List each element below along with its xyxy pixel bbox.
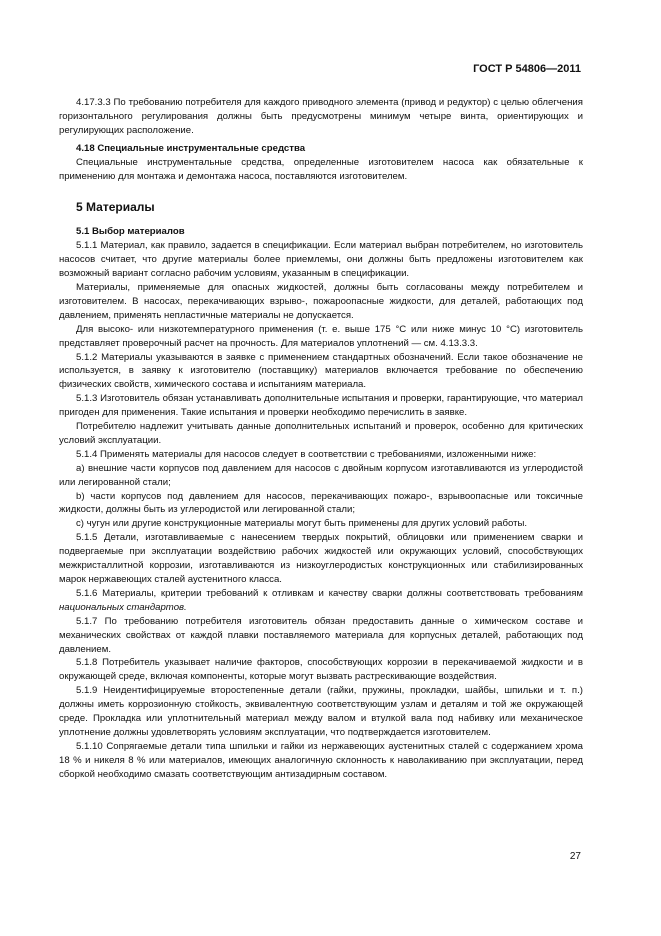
paragraph-5-1-3-b: Потребителю надлежит учитывать данные дополнительных испытаний и проверок, особенно для критических условий эксплуатации. [59, 421, 583, 446]
paragraph-5-1-6-emphasis: национальных стандартов. [59, 601, 187, 613]
list-item-b: b) части корпусов под давлением для насосов, перекачивающих пожаро-, взрывоопасные или токсичные жидкости, должны быть из углеродистой или легированной стали; [59, 490, 583, 516]
paragraph-5-1-7: 5.1.7 По требованию потребителя изготовитель обязан предоставить данные о химическом составе и механических свойствах от каждой плавки поставляемого материала для корпусных деталей, работающих под давлением. [59, 615, 583, 655]
paragraph-5-1-6-text: 5.1.6 Материалы, критерии требований к отливкам и качеству сварки должны соответствовать требованиям [76, 587, 583, 599]
list-item-a: а) внешние части корпусов под давлением для насосов с двойным корпусом изготавливаются из углеродистой или легированной стали; [59, 462, 583, 488]
paragraph-5-1-2: 5.1.2 Материалы указываются в заявке с применением стандартных обозначений. Если такое обозначение не используется, в заявку к изготовителю (поставщику) материалов включается требование по обеспечению физических свойств, химического состава и испытаниям материала. [59, 351, 583, 391]
paragraph-5-1-4: 5.1.4 Применять материалы для насосов следует в соответствии с требованиями, изложенными ниже: [76, 448, 537, 460]
paragraph-5-1-9: 5.1.9 Неидентифицируемые второстепенные детали (гайки, пружины, прокладки, шайбы, шпильки и т. п.) должны иметь коррозионную стойкость, эквивалентную соответствующим узлам и деталям и той же окружающей среде. Прокладка или уплотнительный материал между валом и втулкой вала под набивку или механическое уплотнение должны удовлетворять условиям эксплуатации, что подтверждается изготовителем. [59, 685, 583, 738]
paragraph-5-1-1-c: Для высоко- или низкотемпературного применения (т. е. выше 175 °С или ниже минус 10 °С) изготовитель представляет проверочный расчет на прочность. Для материалов уплотнений — см. 4.13.3.3. [59, 323, 583, 349]
paragraph-5-1-8: 5.1.8 Потребитель указывает наличие факторов, способствующих коррозии в перекачиваемой жидкости и в окружающей среде, включая компоненты, которые могут вызвать растрескивающие воздействия. [59, 657, 583, 683]
paragraph-4-17-3-3: 4.17.3.3 По требованию потребителя для каждого приводного элемента (привод и редуктор) с целью облегчения горизонтального регулирования должны быть предусмотрены минимум четыре винта, ориентирующих и регулирующих расположение. [59, 97, 583, 136]
page-number: 27 [569, 851, 581, 862]
heading-4-18: 4.18 Специальные инструментальные средства [76, 142, 306, 154]
document-id-header: ГОСТ Р 54806—2011 [473, 63, 581, 75]
paragraph-5-1-3: 5.1.3 Изготовитель обязан устанавливать дополнительные испытания и проверки, гарантирующие, что материал пригоден для применения. Такие испытания и проверки необходимо перечислить в заявке. [59, 393, 583, 419]
section-heading-5: 5 Материалы [76, 200, 155, 215]
paragraph-5-1-6 [59, 587, 583, 615]
paragraph-5-1-10: 5.1.10 Сопрягаемые детали типа шпильки и гайки из нержавеющих аустенитных сталей с содержанием хрома 18 % и никеля 8 % или материалов, имеющих аналогичную склонность к наволакиванию при эксплуатации, перед сборкой необходимо смазать соответствующим антизадирным составом. [59, 740, 583, 780]
paragraph-4-18: Специальные инструментальные средства, определенные изготовителем насоса как обязательные к применению для монтажа и демонтажа насоса, поставляются изготовителем. [59, 156, 583, 182]
heading-5-1: 5.1 Выбор материалов [76, 226, 185, 238]
list-item-c: с) чугун или другие конструкционные материалы могут быть применены для других условий работы. [76, 518, 528, 530]
paragraph-5-1-1-b: Материалы, применяемые для опасных жидкостей, должны быть согласованы между потребителем и изготовителем. В насосах, перекачивающих взрыво-, пожароопасные жидкости, для деталей, работающих под давлением, применять непластичные материалы не допускается. [59, 281, 583, 321]
document-body [59, 96, 583, 782]
paragraph-5-1-1: 5.1.1 Материал, как правило, задается в спецификации. Если материал выбран потребителем, но изготовитель насосов считает, что другие материалы более приемлемы, они должны быть предложены изготовителем как возможный вариант согласно рабочим условиям, указанным в спецификации. [59, 240, 583, 280]
paragraph-5-1-5: 5.1.5 Детали, изготавливаемые с нанесением твердых покрытий, облицовки или применением сварки и подвергаемые при эксплуатации воздействию рабочих жидкостей или окружающих условий, способствующих межкристаллитной коррозии, изготавливаются из низкоуглеродистых конструкционных или стабилизированных марок нержавеющих сталей аустенитного класса. [59, 532, 583, 585]
